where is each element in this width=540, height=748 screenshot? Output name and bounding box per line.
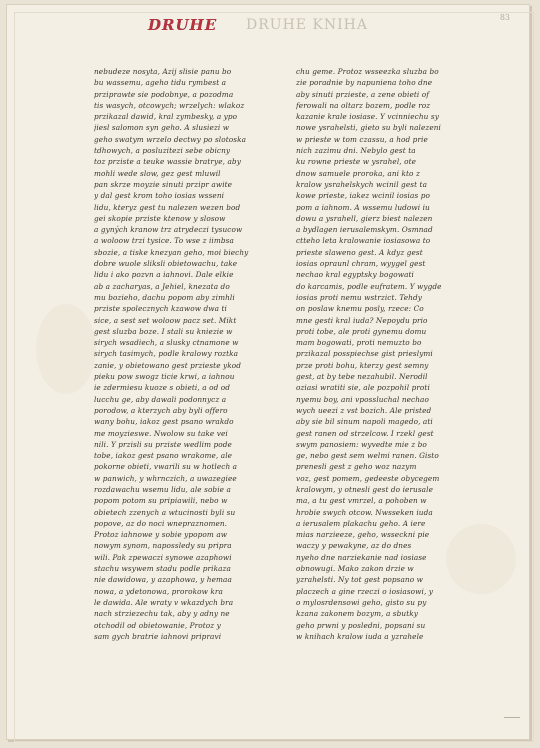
text-line: iosias proti nemu wstrzict. Tehdy bbox=[296, 292, 422, 302]
text-line: obnowugi. Mako zakon drzie w bbox=[296, 564, 414, 574]
text-line: nili. Y przisli su prziste wedlim pode bbox=[94, 439, 232, 449]
text-line: w knihach kralow iuda a yzrahele bbox=[296, 631, 424, 641]
text-line: y dal gest krom toho iosias wsseni bbox=[94, 191, 225, 201]
text-line: prieste slaweno gest. A kdyz gest bbox=[296, 247, 423, 257]
text-line: nechao kral egyptsky bogowati bbox=[296, 270, 414, 280]
text-line: ma, a tu gest vmrzel, a pohoben w bbox=[296, 496, 427, 506]
text-line: obietech zzenych a wtucinosti byli su bbox=[94, 507, 236, 517]
text-line: rozdawachu wsemu lidu, ale sobie a bbox=[94, 484, 231, 494]
text-line: placzech a gine rzeczi o iosiasowi, y bbox=[296, 586, 434, 596]
faded-running-title: DRUHE KNIHA bbox=[246, 17, 369, 33]
text-line: porodow, a kterzych aby byli offero bbox=[94, 405, 228, 415]
text-line: pan skrze moyzie sinuti przipr awite bbox=[94, 179, 233, 189]
text-line: wany bohu, iakoz gest psano wrakdo bbox=[94, 417, 234, 427]
text-line: nich zazimu dni. Nebylo gest ta bbox=[296, 146, 416, 156]
left-text-column bbox=[94, 66, 262, 642]
text-line: zanie, y obietowano gest przieste ykod bbox=[94, 360, 242, 370]
text-line: pieku pow swogz ticie krwi, a iahnou bbox=[94, 372, 235, 382]
text-line: sice, a sest set woloow pacz set. Mikt bbox=[94, 315, 237, 325]
text-line: swym panosiem: wyvedte mie z bo bbox=[296, 439, 427, 449]
text-line: le dawida. Ale wraty v wkazdych bra bbox=[94, 597, 234, 607]
text-line: kowe prieste, iakez wcinil iosias po bbox=[296, 191, 430, 201]
text-line: kralow ysrahelskych wcinil gest ta bbox=[296, 179, 428, 189]
text-line: gest sluzba boze. I stali su kniezie w bbox=[94, 326, 233, 336]
text-line: kzana zakonem bozym, a sbutky bbox=[296, 609, 419, 619]
text-line: nyemu boy, ani vpossluchal nechao bbox=[296, 394, 429, 404]
text-line: mias narzieeze, geho, wsseckni pie bbox=[296, 530, 430, 540]
text-line: Protoz iahnowe y sobie ypopom aw bbox=[94, 530, 228, 540]
text-line: iosias opraunl chram, wyygel gest bbox=[296, 259, 426, 269]
text-line: lidu, kteryz gest tu nalezen wezen bod bbox=[94, 202, 241, 212]
text-line: prziprawte sie podobnye, a pozodma bbox=[94, 89, 234, 99]
text-line: prenesli gest z geho woz nazym bbox=[296, 462, 417, 472]
text-line: tdhowych, a posluzitezi sebe obicny bbox=[94, 146, 231, 156]
text-line: a woloow trzi tysice. To wse z iimbsa bbox=[94, 236, 234, 246]
text-line: mne gesti kral iuda? Nepoydu prio bbox=[296, 315, 428, 325]
text-line: lidu i ako pozvn a iahnovi. Dale elkie bbox=[94, 270, 234, 280]
text-line: sam gych bratrie iahnovi pripravi bbox=[94, 631, 222, 641]
text-line: dobre wuole sliksli obietowachu, take bbox=[94, 259, 238, 269]
text-line: ferowali na oltarz bozem, podle roz bbox=[296, 100, 431, 110]
text-line: nach strziezechu tak, aby y adny ne bbox=[94, 609, 230, 619]
text-line: zie poradnie by napuniena toho dne bbox=[296, 78, 433, 88]
text-line: sbozie, a tiske knezyan geho, moi biechy bbox=[94, 247, 249, 257]
text-line: me moyzieswe. Nwolow su take vei bbox=[94, 428, 228, 438]
text-line: otchodil od obietowanie, Protoz y bbox=[94, 620, 221, 630]
text-line: geho prwni y posledni, popsani su bbox=[296, 620, 426, 630]
text-line: wych ueezi z vst bozich. Ale pristed bbox=[296, 405, 432, 415]
text-line: gei skopie prziste ktenow y slosow bbox=[94, 213, 226, 223]
text-line: gest, at by tebe nezahubil. Nerodil bbox=[296, 372, 428, 382]
text-line: nie dawidowa, y azaphowa, y hemaa bbox=[94, 575, 232, 585]
text-line: waczy y pewakyne, az do dnes bbox=[296, 541, 412, 551]
text-line: pom a iahnom. A wssemu ludowi iu bbox=[296, 202, 430, 212]
text-line: do karcamis, podle eufratem. Y wygde bbox=[296, 281, 442, 291]
text-line: stachu wsywem stadu podle prikaza bbox=[94, 564, 231, 574]
text-line: tis wasych, otcowych; wrzelych: wlakoz bbox=[94, 100, 245, 110]
manuscript-page bbox=[6, 4, 530, 740]
running-title-text: DRUHE bbox=[148, 16, 218, 34]
text-line: aby sinuti przieste, a zene obieti of bbox=[296, 89, 430, 99]
text-line: nowe ysrahelsti, gieto su byli nalezeni bbox=[296, 123, 441, 133]
text-line: oziasi wratiti sie, ale pozpohil proti bbox=[296, 383, 430, 393]
text-line: popom potom su pripiawili, nebo w bbox=[94, 496, 228, 506]
text-line: ctteho leta kralowanie iosiasowa to bbox=[296, 236, 431, 246]
text-line: on poslaw knemu posly, rzece: Co bbox=[296, 304, 424, 314]
text-line: proti tobe, ale proti gynemu domu bbox=[296, 326, 427, 336]
text-line: prze proti bohu, kterzy gest semny bbox=[296, 360, 429, 370]
text-line: o mylosrdensowi geho, gisto su py bbox=[296, 597, 427, 607]
right-text-column bbox=[296, 66, 464, 642]
text-line: przikazal posspiechse gist prieslymi bbox=[296, 349, 433, 359]
text-line: nebudeze nosyta, Azij slisie panu bo bbox=[94, 67, 232, 76]
text-line: ie zdermiesu kuoze s obieti, a od od bbox=[94, 383, 231, 393]
text-line: ku rowne prieste w ysrahel, ote bbox=[296, 157, 417, 167]
text-line: ab a zacharyas, a Jehiel, knezata do bbox=[94, 281, 230, 291]
text-line: aby sie bil sinum napoli magedo, ati bbox=[296, 417, 433, 427]
folio-number: 83 bbox=[499, 13, 510, 22]
text-line: mam bogowati, proti nemuzto bo bbox=[296, 338, 422, 348]
text-line: toz prziste a teuke wassie bratrye, aby bbox=[94, 157, 241, 167]
corner-mark bbox=[504, 717, 520, 730]
text-line: lucchu ge, aby dawali podonnycz a bbox=[94, 394, 227, 404]
text-line: mu bozieho, dachu popom aby zimhli bbox=[94, 292, 235, 302]
text-line: mohli wede slow, gez gest mluwil bbox=[94, 168, 221, 178]
text-line: hrobie swych otcow. Nwsseken iuda bbox=[296, 507, 433, 517]
text-line: dowu a ysrahell, gierz biest nalezen bbox=[296, 213, 433, 223]
text-line: yzrahelsti. Ny tot gest popsano w bbox=[296, 575, 423, 585]
text-line: geho swatym wrzelo dectwy po slotoska bbox=[94, 134, 247, 144]
text-line: przikazal dawid, kral zymbesky, a ypo bbox=[94, 112, 238, 122]
text-line: popove, az do noci wnepraznomen. bbox=[94, 518, 228, 528]
text-line: nyeho dne narziekanie nad iosiase bbox=[296, 552, 427, 562]
text-line: nowa, a ydetonowa, prorokow kra bbox=[94, 586, 223, 596]
text-line: a bydlagen ierusalemskym. Osmnad bbox=[296, 225, 433, 235]
text-line: w prieste w tom czassu, a hod prie bbox=[296, 134, 428, 144]
text-line: bu wassemu, ageho tidu rymbest a bbox=[94, 78, 227, 88]
text-line: dnow samuele proroka, ani kto z bbox=[296, 168, 420, 178]
page-stain bbox=[36, 304, 96, 394]
text-line: nowym synom, napossledy su pripra bbox=[94, 541, 232, 551]
text-line: ge, nebo gest sem welmi ranen. Gisto bbox=[296, 451, 439, 461]
text-line: kazanie krale iosiase. Y vcinniechu sy bbox=[296, 112, 439, 122]
text-line: a gyných kranow trz atrydeczi tysucow bbox=[94, 225, 243, 235]
text-line: chu geme. Protoz wsseezka sluzba bo bbox=[296, 67, 439, 76]
text-line: tobe, iakoz gest psano wrakome, ale bbox=[94, 451, 233, 461]
text-line: pokorne obieti, vwarili su w hotlech a bbox=[94, 462, 238, 472]
text-line: prziste spolecznych kzawow dwa ti bbox=[94, 304, 227, 314]
text-line: a ierusalem plakachu geho. A iere bbox=[296, 518, 426, 528]
text-line: w panwich, y whrnczich, a uwazegiee bbox=[94, 473, 237, 483]
running-title bbox=[148, 16, 217, 34]
text-line: kralowym, y otnesli gest do ierusale bbox=[296, 484, 433, 494]
text-line: gest ranen od strzelcow. I rzekl gest bbox=[296, 428, 434, 438]
text-line: sirych tasimych, podle kralowy roztka bbox=[94, 349, 239, 359]
text-line: voz, gest pomem, gedeeste obycegem bbox=[296, 473, 440, 483]
text-line: jiesl salomon syn geho. A slusiezi w bbox=[94, 123, 230, 133]
text-line: sirych wsadiech, a slusky ctnamone w bbox=[94, 338, 239, 348]
text-line: wili. Pak zpewaczi synowe azaphowi bbox=[94, 552, 232, 562]
